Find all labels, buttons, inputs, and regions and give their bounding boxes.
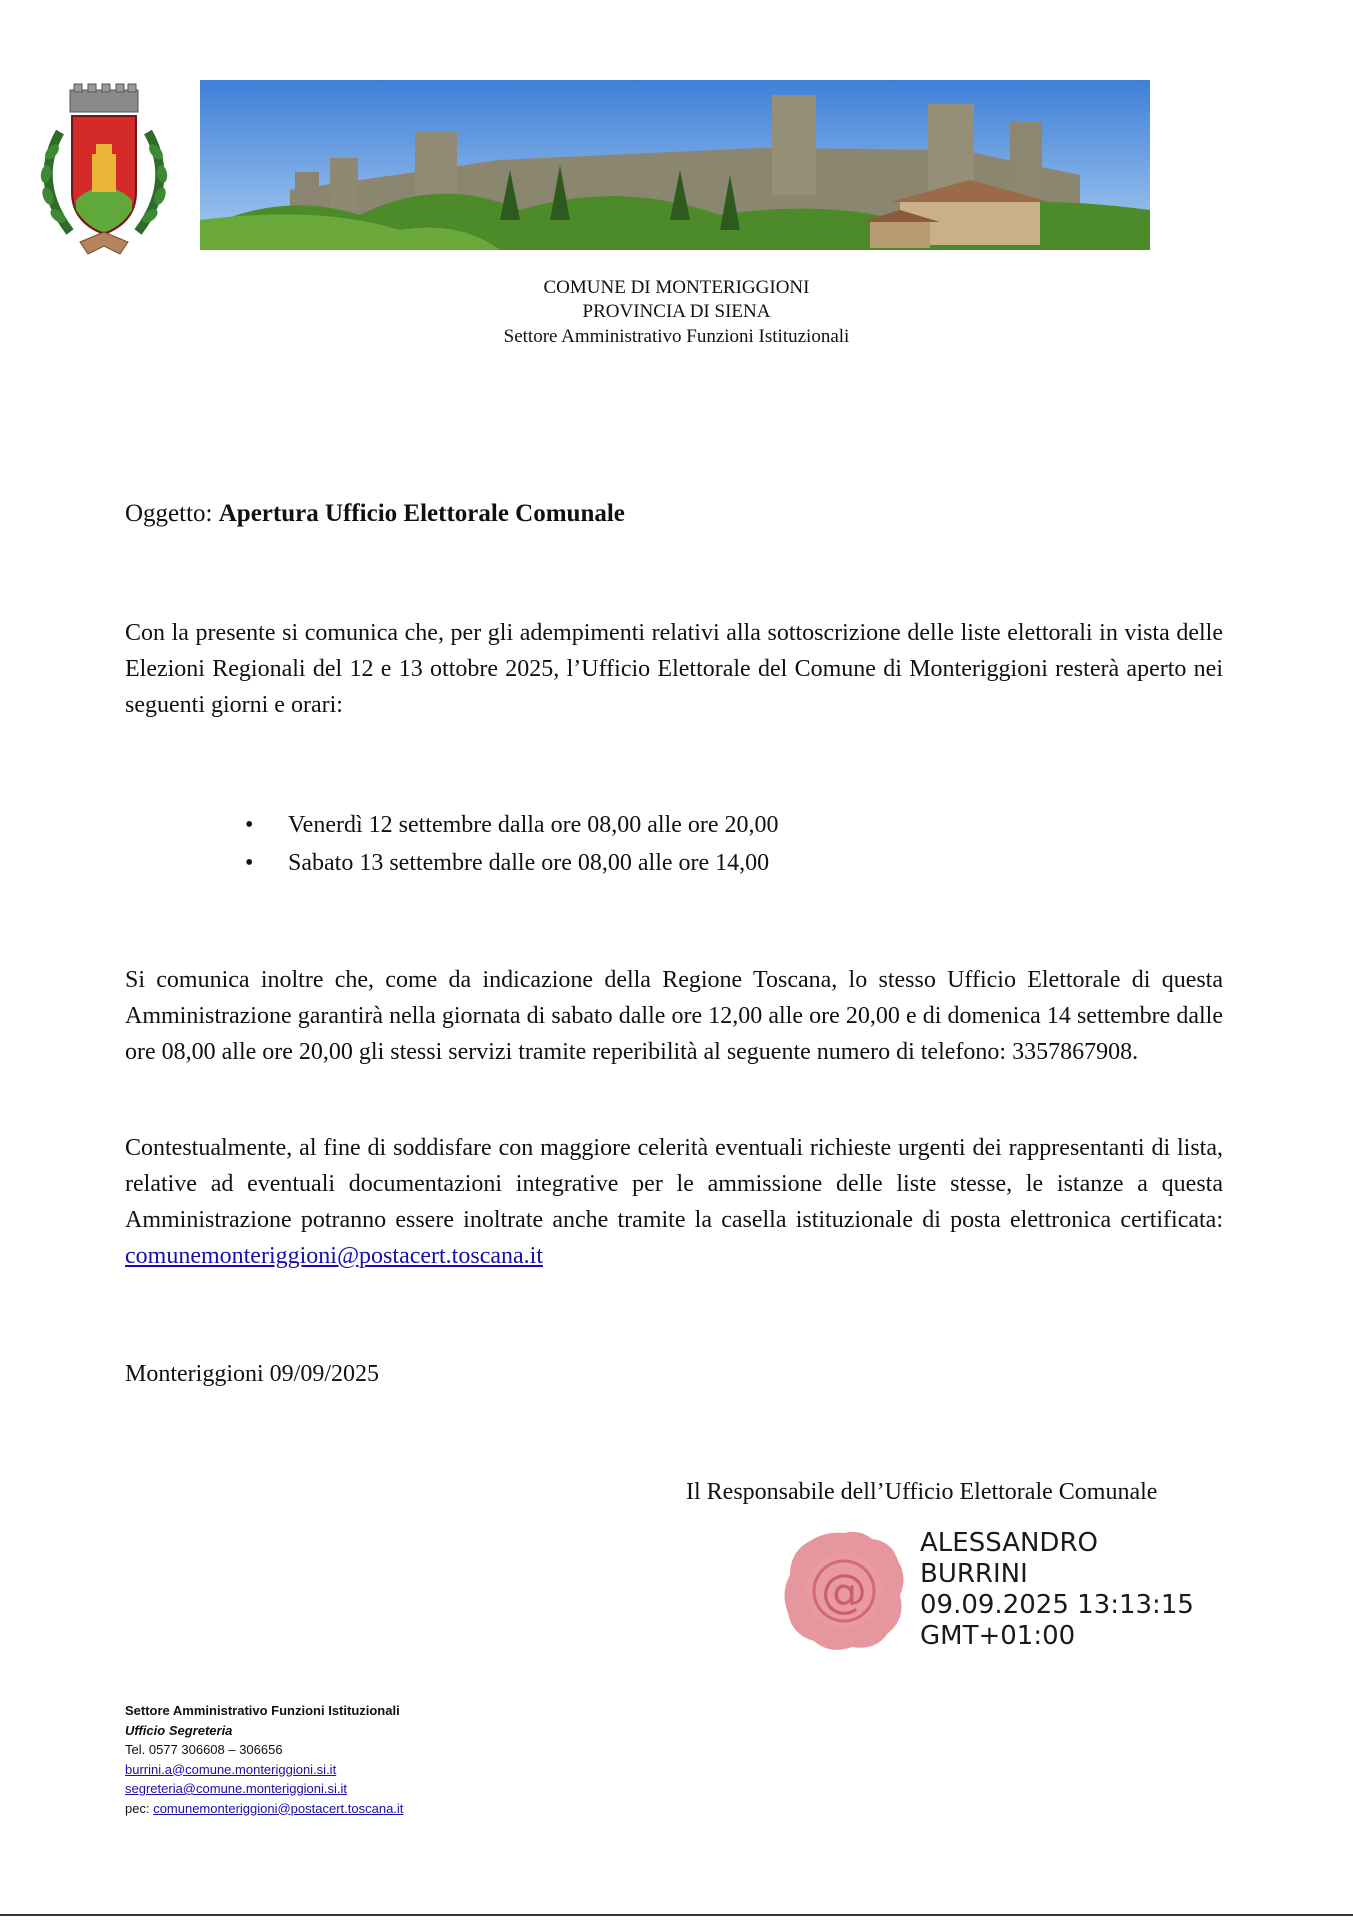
place-and-date: Monteriggioni 09/09/2025 <box>125 1361 379 1387</box>
list-item <box>245 844 779 882</box>
department-name: Settore Amministrativo Funzioni Istituzionali <box>503 326 850 347</box>
footer-email-segreteria-link[interactable]: segreteria@comune.monteriggioni.si.it <box>125 1781 348 1796</box>
subject-line <box>125 496 1223 532</box>
footer-phone: Tel. 0577 306608 – 306656 <box>125 1742 283 1757</box>
paragraph-pec <box>125 1130 1223 1274</box>
subject-title: Apertura Ufficio Elettorale Comunale <box>218 500 625 527</box>
monteriggioni-walls-photo <box>200 80 1150 250</box>
bullet-icon: • <box>245 812 254 838</box>
schedule-item-text: Venerdì 12 settembre dalla ore 08,00 alle ore 20,00 <box>288 812 779 838</box>
province-name: PROVINCIA DI SIENA <box>582 301 771 322</box>
bullet-icon: • <box>245 850 254 876</box>
footer-pec-link[interactable]: comunemonteriggioni@postacert.toscana.it <box>153 1800 404 1816</box>
subject-label: Oggetto: <box>125 500 219 527</box>
svg-text:@: @ <box>821 1564 867 1618</box>
pec-email-link[interactable]: comunemonteriggioni@postacert.toscana.it <box>125 1243 543 1269</box>
signer-title: Il Responsabile dell’Ufficio Elettorale Comunale <box>686 1479 1158 1505</box>
footer-department: Settore Amministrativo Funzioni Istituzionali <box>125 1703 400 1718</box>
paragraph-intro: Con la presente si comunica che, per gli adempimenti relativi alla sottoscrizione delle liste elettorali in vista delle Elezioni Regionali del 12 e 13 ottobre 2025, l’Ufficio Elettorale del Comune di Monteriggioni resterà aperto nei seguenti giorni e orari: <box>125 620 1223 718</box>
signer-last-name: BURRINI <box>920 1559 1028 1589</box>
schedule-item-text: Sabato 13 settembre dalle ore 08,00 alle ore 14,00 <box>288 850 770 876</box>
coat-of-arms-logo <box>30 82 178 260</box>
footer-office: Ufficio Segreteria <box>125 1722 233 1738</box>
footer-pec-label: pec: <box>125 1800 154 1816</box>
page-bottom-divider <box>0 1914 1353 1916</box>
footer-contacts <box>125 1701 403 1818</box>
municipality-name: COMUNE DI MONTERIGGIONI <box>543 277 810 298</box>
paragraph-availability: Si comunica inoltre che, come da indicazione della Regione Toscana, lo stesso Ufficio Elettorale di questa Amministrazione garantirà nella giornata di sabato dalle ore 12,00 alle ore 20,00 e di domenica 14 settembre dalle ore 08,00 alle ore 20,00 gli stessi servizi tramite reperibilità al seguente numero di telefono: 3357867908. <box>125 967 1223 1065</box>
schedule-list <box>245 806 779 882</box>
list-item <box>245 806 779 844</box>
signature-timezone: GMT+01:00 <box>920 1621 1076 1651</box>
signer-first-name: ALESSANDRO <box>920 1528 1098 1558</box>
footer-email-burrini-link[interactable]: burrini.a@comune.monteriggioni.si.it <box>125 1761 337 1777</box>
signature-timestamp: 09.09.2025 13:13:15 <box>920 1590 1194 1620</box>
paragraph-pec-text: Contestualmente, al fine di soddisfare con maggiore celerità eventuali richieste urgenti dei rappresentanti di lista, relative ad eventuali documentazioni integrative per le ammissione delle liste stesse, le istanze a questa Amministrazione potranno essere inoltrate anche tramite la casella istituzionale di posta elettronica certificata: <box>125 1135 1223 1233</box>
digital-signature-text <box>920 1528 1194 1652</box>
digital-signature-seal-icon <box>780 1527 908 1655</box>
